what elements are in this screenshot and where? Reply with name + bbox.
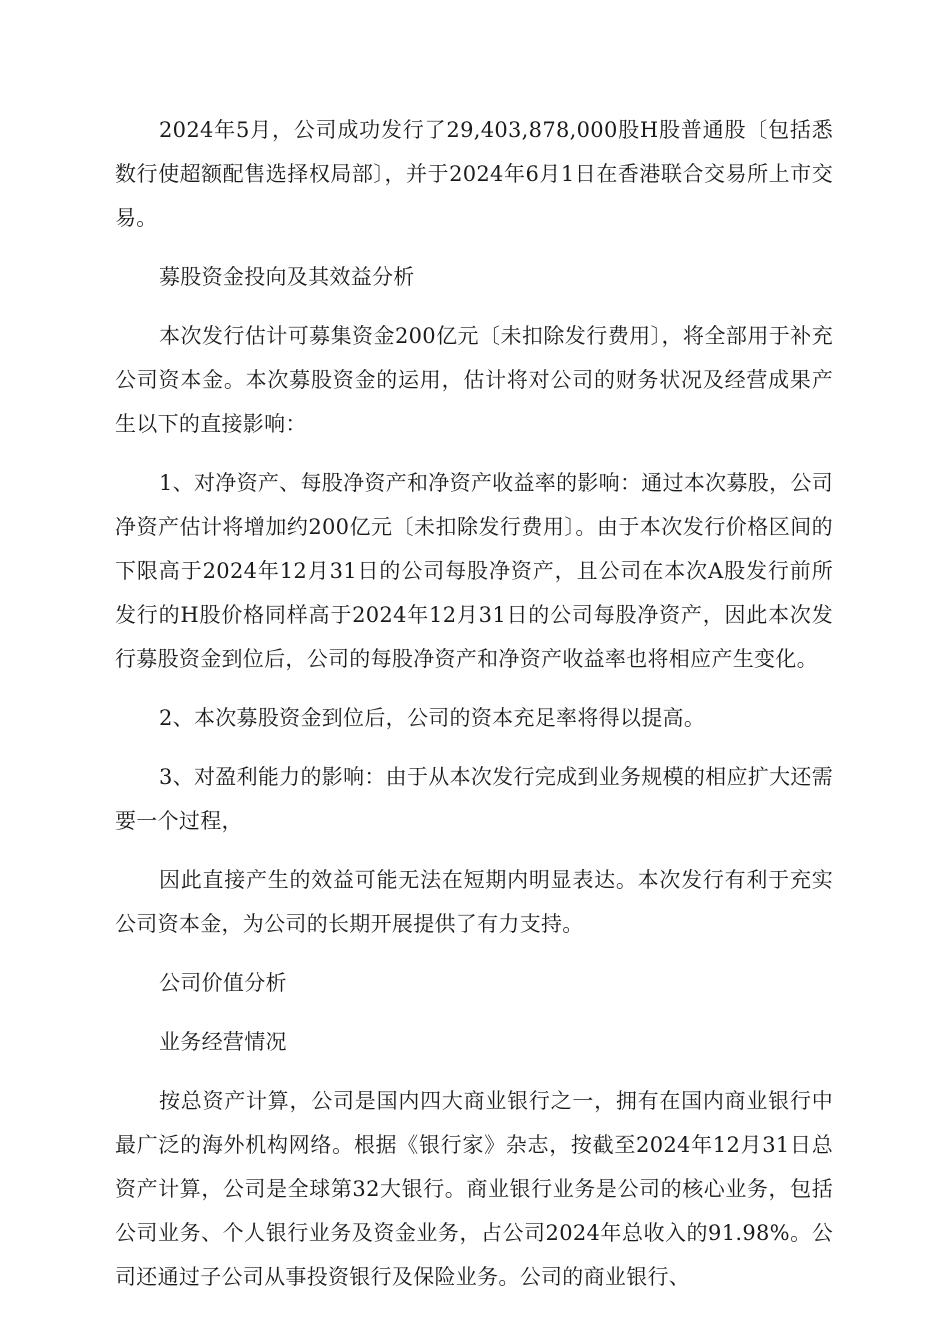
paragraph-h-share-issue: 2024年5月，公司成功发行了29,403,878,000股H股普通股〔包括悉数行使超额配售选择权局部〕，并于2024年6月1日在香港联合交易所上市交易。 bbox=[115, 118, 833, 230]
paragraph-profitability-impact: 3、对盈利能力的影响：由于从本次发行完成到业务规模的相应扩大还需要一个过程， bbox=[115, 765, 833, 833]
heading-company-value: 公司价值分析 bbox=[159, 971, 287, 995]
paragraph-capital-adequacy: 2、本次募股资金到位后，公司的资本充足率将得以提高。 bbox=[159, 706, 706, 730]
paragraph-long-term-support: 因此直接产生的效益可能无法在短期内明显表达。本次发行有利于充实公司资本金，为公司的长期开展提供了有力支持。 bbox=[115, 868, 833, 936]
paragraph-business-overview: 按总资产计算，公司是国内四大商业银行之一，拥有在国内商业银行中最广泛的海外机构网络。根据《银行家》杂志，按截至2024年12月31日总资产计算，公司是全球第32大银行。商业银行业务是公司的核心业务，包括公司业务、个人银行业务及资金业务，占公司2024年总收入的91.98%。公司还通过子公司从事投资银行及保险业务。公司的商业银行、 bbox=[115, 1089, 833, 1289]
paragraph-proceeds-estimate: 本次发行估计可募集资金200亿元〔未扣除发行费用〕，将全部用于补充公司资本金。本次募股资金的运用，估计将对公司的财务状况及经营成果产生以下的直接影响： bbox=[115, 324, 833, 436]
paragraph-net-asset-impact: 1、对净资产、每股净资产和净资产收益率的影响：通过本次募股，公司净资产估计将增加约200亿元〔未扣除发行费用〕。由于本次发行价格区间的下限高于2024年12月31日的公司每股净资产，且公司在本次A股发行前所发行的H股价格同样高于2024年12月31日的公司每股净资产，因此本次发行募股资金到位后，公司的每股净资产和净资产收益率也将相应产生变化。 bbox=[115, 471, 833, 671]
heading-proceeds-use: 募股资金投向及其效益分析 bbox=[159, 265, 415, 289]
heading-business-operations: 业务经营情况 bbox=[159, 1030, 287, 1054]
document-body bbox=[115, 108, 833, 1314]
